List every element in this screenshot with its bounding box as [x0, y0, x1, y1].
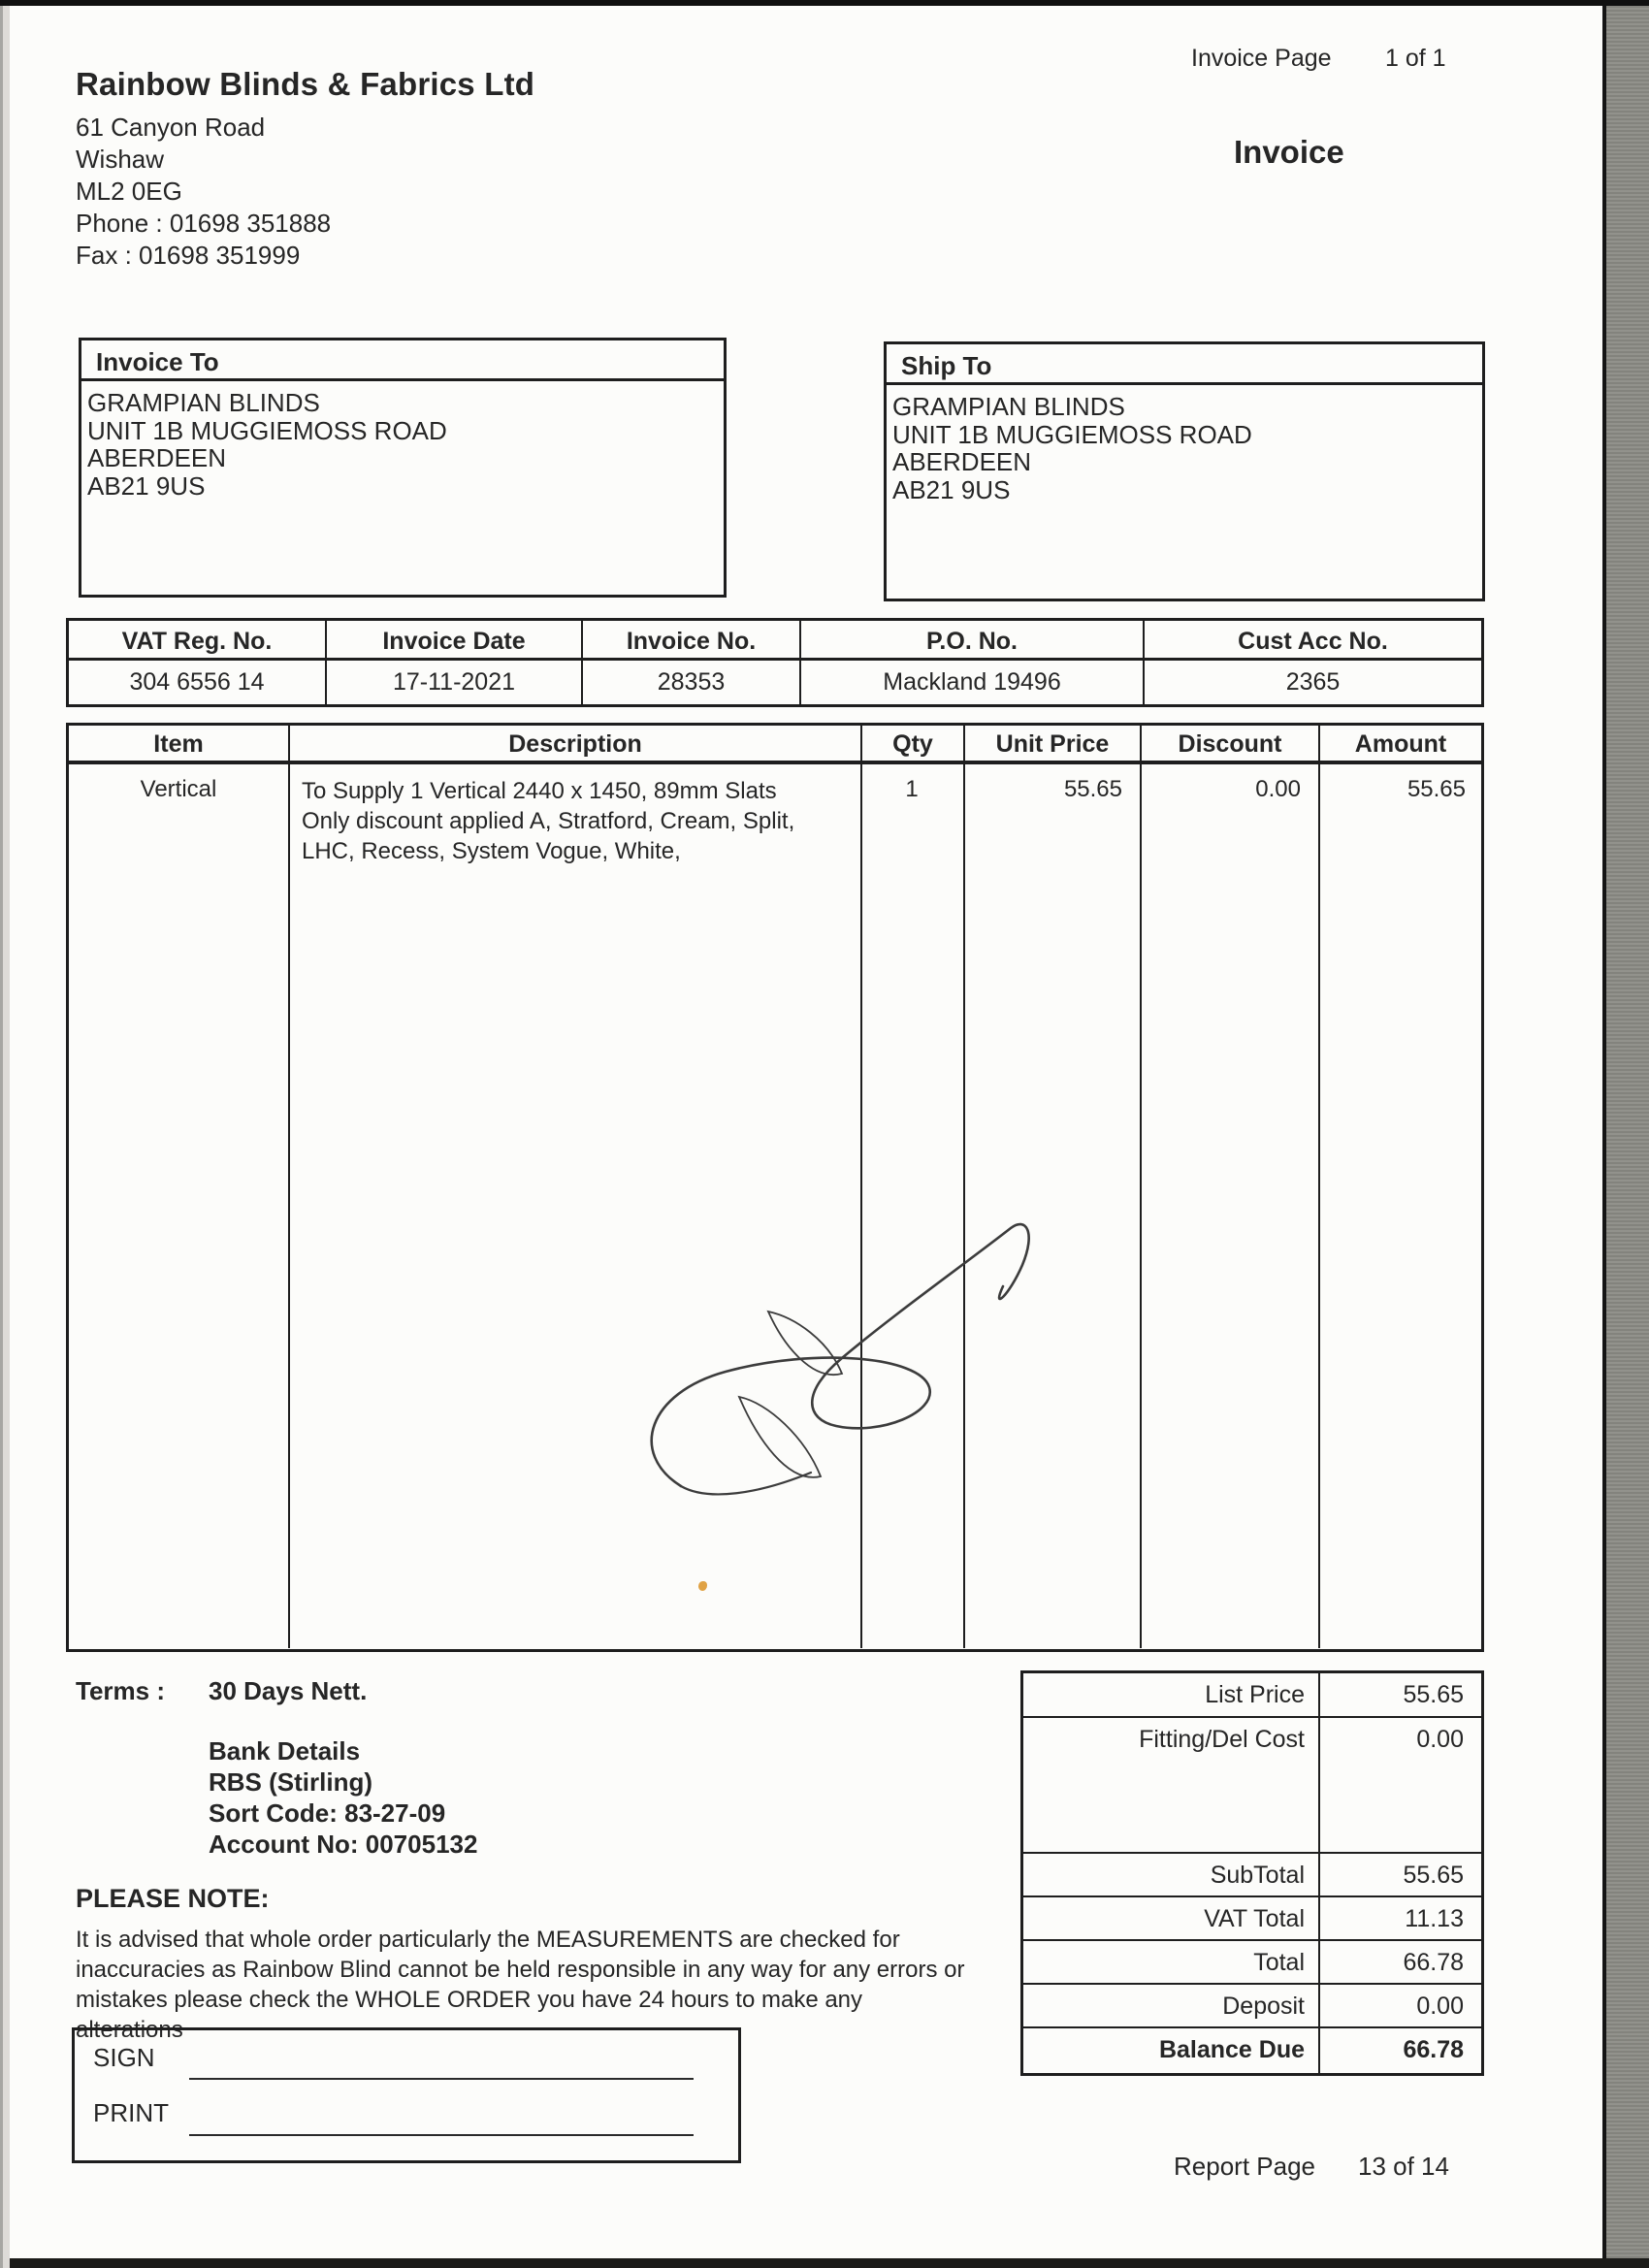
scan-edge-top: [0, 0, 1649, 6]
totals-row-vat: VAT Total 11.13: [1023, 1897, 1481, 1941]
invoice-no-header: Invoice No.: [583, 621, 799, 661]
ship-to-line: AB21 9US: [892, 474, 1011, 504]
cust-acc-header: Cust Acc No.: [1145, 621, 1481, 661]
col-header-discount: Discount: [1142, 726, 1320, 761]
print-label: PRINT: [93, 2098, 169, 2127]
totals-row-total: Total 66.78: [1023, 1941, 1481, 1985]
line-items-header-row: [69, 726, 1481, 764]
invoice-date-header: Invoice Date: [327, 621, 581, 661]
invoice-to-label: Invoice To: [81, 340, 724, 381]
ship-to-label: Ship To: [887, 344, 1482, 385]
handwritten-signature: [621, 1193, 1086, 1562]
ship-to-line: ABERDEEN: [892, 447, 1032, 476]
terms-value: 30 Days Nett.: [209, 1676, 368, 1705]
unit-price-cell: 55.65: [1063, 776, 1122, 802]
description-cell: To Supply 1 Vertical 2440 x 1450, 89mm Slats Only discount applied A, Stratford, Cream, Split, LHC, Recess, System Vogue, White,: [302, 778, 795, 864]
vat-reg-header: VAT Reg. No.: [69, 621, 325, 661]
discount-cell: 0.00: [1255, 776, 1301, 802]
col-header-qty: Qty: [862, 726, 965, 761]
company-fax: Fax : 01698 351999: [76, 241, 301, 270]
bank-name: RBS (Stirling): [209, 1767, 372, 1797]
qty-cell: 1: [905, 776, 919, 802]
bank-sort-code: Sort Code: 83-27-09: [209, 1798, 446, 1828]
col-header-description: Description: [290, 726, 862, 761]
sign-label: SIGN: [93, 2043, 155, 2072]
totals-row-fitting: Fitting/Del Cost 0.00: [1023, 1718, 1481, 1854]
invoice-no-value: 28353: [657, 668, 726, 696]
document-title: Invoice: [1234, 134, 1344, 170]
ship-to-box: [884, 341, 1485, 601]
invoice-to-line: ABERDEEN: [87, 443, 227, 472]
totals-row-deposit: Deposit 0.00: [1023, 1985, 1481, 2028]
po-no-header: P.O. No.: [801, 621, 1143, 661]
print-line: [189, 2134, 694, 2136]
invoice-details-table: [66, 618, 1484, 707]
item-cell: Vertical: [140, 776, 217, 802]
invoice-to-box: [79, 338, 727, 598]
totals-table: [1020, 1670, 1484, 2076]
signature-capture-box: [72, 2027, 741, 2163]
company-address-line1: 61 Canyon Road: [76, 113, 266, 142]
ship-to-line: UNIT 1B MUGGIEMOSS ROAD: [892, 419, 1252, 449]
scan-edge-bottom: [0, 2258, 1649, 2268]
invoice-to-line: GRAMPIAN BLINDS: [87, 388, 320, 417]
totals-row-list-price: List Price 55.65: [1023, 1673, 1481, 1718]
totals-row-balance-due: Balance Due 66.78: [1023, 2028, 1481, 2073]
sign-line: [189, 2078, 694, 2080]
po-no-value: Mackland 19496: [883, 668, 1061, 696]
company-name: Rainbow Blinds & Fabrics Ltd: [76, 66, 535, 102]
invoice-to-line: AB21 9US: [87, 470, 206, 501]
col-header-amount: Amount: [1354, 730, 1447, 758]
cust-acc-value: 2365: [1285, 668, 1341, 696]
scan-edge-left: [0, 6, 10, 2268]
company-address-line3: ML2 0EG: [76, 177, 182, 206]
company-phone: Phone : 01698 351888: [76, 209, 332, 238]
bank-account-no: Account No: 00705132: [209, 1830, 478, 1859]
please-note-heading: PLEASE NOTE:: [76, 1884, 270, 1913]
invoice-page-label: Invoice Page: [1191, 45, 1332, 72]
company-address-line2: Wishaw: [76, 145, 165, 174]
amount-cell: 55.65: [1406, 776, 1466, 802]
please-note-body: It is advised that whole order particularly the MEASUREMENTS are checked for inaccuracies as Rainbow Blind cannot be held responsible in any way for any errors or mistakes please check the WHOLE ORDER you have 24 hours to make any alterations: [76, 1927, 965, 2043]
invoice-date-value: 17-11-2021: [392, 668, 516, 696]
report-page-value: 13 of 14: [1358, 2152, 1449, 2181]
col-header-unit-price: Unit Price: [965, 726, 1142, 761]
scan-edge-right: [1602, 0, 1649, 2268]
totals-row-subtotal: SubTotal 55.65: [1023, 1854, 1481, 1897]
vat-reg-value: 304 6556 14: [129, 668, 265, 696]
report-page-label: Report Page: [1174, 2152, 1315, 2181]
bank-details-heading: Bank Details: [209, 1736, 361, 1766]
col-header-item: Item: [69, 726, 290, 761]
invoice-page-value: 1 of 1: [1385, 45, 1446, 72]
invoice-to-line: UNIT 1B MUGGIEMOSS ROAD: [87, 415, 447, 445]
terms-label: Terms :: [76, 1676, 165, 1705]
ship-to-line: GRAMPIAN BLINDS: [892, 392, 1125, 421]
